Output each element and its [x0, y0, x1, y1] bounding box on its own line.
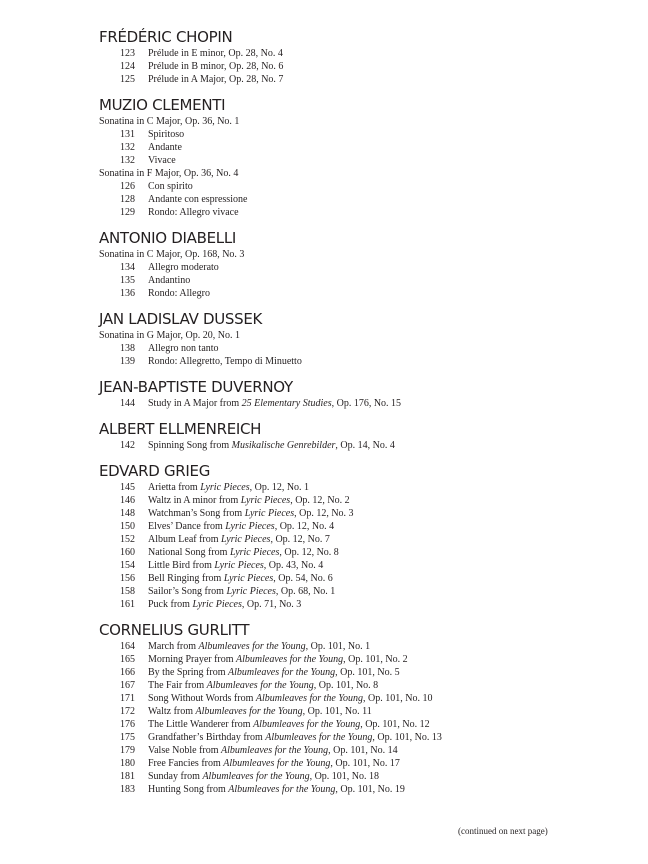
- piece-title: [148, 154, 176, 167]
- page-number: 150: [120, 521, 135, 532]
- list-item: [99, 141, 619, 154]
- collection-title: Albumleaves for the Young: [202, 771, 310, 782]
- title-text: Little Bird from: [148, 560, 215, 571]
- page-number: 165: [120, 654, 135, 665]
- list-item: [99, 783, 619, 796]
- list-item: [99, 73, 619, 86]
- composer-section: [99, 95, 619, 219]
- page-number: 176: [120, 719, 135, 730]
- opus-text: , Op. 68, No. 1: [275, 586, 336, 597]
- title-text: Prélude in B minor, Op. 28, No. 6: [148, 61, 284, 72]
- list-item: [99, 572, 619, 585]
- composer-heading: ANTONIO DIABELLI: [99, 229, 237, 247]
- piece-title: [148, 640, 370, 653]
- title-text: Prélude in E minor, Op. 28, No. 4: [148, 48, 283, 59]
- composer-heading: JEAN-BAPTISTE DUVERNOY: [99, 378, 293, 396]
- piece-title: [148, 206, 239, 219]
- opus-text: , Op. 101, No. 14: [328, 745, 398, 756]
- collection-title: Albumleaves for the Young: [198, 641, 306, 652]
- piece-title: [148, 355, 302, 368]
- page-number: 131: [120, 129, 135, 140]
- list-item: [99, 585, 619, 598]
- opus-text: , Op. 71, No. 3: [241, 599, 302, 610]
- page-number: 171: [120, 693, 135, 704]
- title-text: Andantino: [148, 275, 191, 286]
- page-number: 161: [120, 599, 135, 610]
- list-item: [99, 355, 619, 368]
- title-text: Morning Prayer from: [148, 654, 237, 665]
- opus-text: , Op. 101, No. 18: [309, 771, 380, 782]
- piece-title: [148, 718, 430, 731]
- page-number: 129: [120, 207, 135, 218]
- title-text: Allegro moderato: [148, 262, 219, 273]
- piece-title: [148, 73, 283, 86]
- collection-title: Lyric Pieces: [240, 495, 291, 506]
- collection-title: Albumleaves for the Young: [223, 758, 331, 769]
- piece-title: [148, 692, 432, 705]
- page-number: 154: [120, 560, 135, 571]
- page-number: 148: [120, 508, 135, 519]
- page-number: 139: [120, 356, 135, 367]
- list-item: [99, 705, 619, 718]
- piece-title: [148, 342, 219, 355]
- title-text: Arietta from: [148, 482, 201, 493]
- title-text: Valse Noble from: [148, 745, 222, 756]
- opus-text: , Op. 101, No. 12: [360, 719, 430, 730]
- piece-title: [148, 533, 330, 546]
- page-number: 132: [120, 142, 135, 153]
- piece-title: [148, 731, 442, 744]
- piece-title: [148, 287, 210, 300]
- list-item: [99, 397, 619, 410]
- list-item: [99, 679, 619, 692]
- piece-title: [148, 572, 333, 585]
- page-number: 160: [120, 547, 135, 558]
- composer-section: [99, 620, 619, 796]
- list-item: [99, 559, 619, 572]
- piece-title: [148, 180, 193, 193]
- page-number: 181: [120, 771, 135, 782]
- title-text: By the Spring from: [148, 667, 228, 678]
- composer-section: [99, 377, 619, 410]
- title-text: Sailor’s Song from: [148, 586, 227, 597]
- collection-title: Albumleaves for the Young: [265, 732, 373, 743]
- piece-title: [148, 666, 400, 679]
- continued-note: (continued on next page): [458, 826, 548, 836]
- opus-text: , Op. 101, No. 11: [302, 706, 372, 717]
- opus-text: , Op. 101, No. 19: [335, 784, 405, 795]
- title-text: Rondo: Allegro vivace: [148, 207, 239, 218]
- composer-heading: CORNELIUS GURLITT: [99, 621, 250, 639]
- title-text: Study in A Major from: [148, 398, 242, 409]
- composer-heading: MUZIO CLEMENTI: [99, 96, 226, 114]
- opus-text: , Op. 54, No. 6: [273, 573, 333, 584]
- opus-text: , Op. 12, No. 7: [270, 534, 330, 545]
- collection-title: Albumleaves for the Young: [236, 654, 344, 665]
- piece-title: [148, 598, 301, 611]
- work-subheading: Sonatina in C Major, Op. 168, No. 3: [99, 249, 245, 260]
- opus-text: , Op. 12, No. 2: [290, 495, 350, 506]
- piece-title: [148, 481, 309, 494]
- piece-title: [148, 128, 184, 141]
- collection-title: Lyric Pieces: [229, 547, 280, 558]
- collection-title: Albumleaves for the Young: [228, 667, 336, 678]
- title-text: Elves’ Dance from: [148, 521, 226, 532]
- opus-text: , Op. 101, No. 17: [330, 758, 400, 769]
- collection-title: Albumleaves for the Young: [206, 680, 314, 691]
- piece-title: [148, 705, 372, 718]
- title-text: Andante: [148, 142, 182, 153]
- title-text: Spinning Song from: [148, 440, 232, 451]
- page-number: 142: [120, 440, 135, 451]
- opus-text: , Op. 101, No. 2: [343, 654, 408, 665]
- collection-title: Albumleaves for the Young: [253, 719, 361, 730]
- title-text: Bell Ringing from: [148, 573, 224, 584]
- title-text: Rondo: Allegro: [148, 288, 210, 299]
- list-item: [99, 598, 619, 611]
- page-number: 179: [120, 745, 135, 756]
- list-item: [99, 128, 619, 141]
- page-number: 126: [120, 181, 135, 192]
- page-number: 167: [120, 680, 135, 691]
- list-item: [99, 770, 619, 783]
- title-text: National Song from: [148, 547, 230, 558]
- piece-title: [148, 757, 400, 770]
- page-number: 136: [120, 288, 135, 299]
- title-text: The Little Wanderer from: [148, 719, 254, 730]
- page-number: 134: [120, 262, 135, 273]
- composer-section: [99, 419, 619, 452]
- composer-heading: FRÉDÉRIC CHOPIN: [99, 28, 233, 46]
- title-text: Sunday from: [148, 771, 203, 782]
- composer-section: [99, 27, 619, 86]
- page-number: 145: [120, 482, 135, 493]
- piece-title: [148, 397, 401, 410]
- title-text: Waltz from: [148, 706, 196, 717]
- list-item: [99, 718, 619, 731]
- list-item: [99, 481, 619, 494]
- title-text: Grandfather’s Birthday from: [148, 732, 266, 743]
- list-item: [99, 47, 619, 60]
- page-number: 124: [120, 61, 135, 72]
- collection-title: Albumleaves for the Young: [221, 745, 329, 756]
- list-item: [99, 60, 619, 73]
- list-item: [99, 206, 619, 219]
- piece-title: [148, 585, 335, 598]
- title-text: Puck from: [148, 599, 193, 610]
- page-number: 152: [120, 534, 135, 545]
- list-item: [99, 757, 619, 770]
- list-item: [99, 640, 619, 653]
- collection-title: Lyric Pieces: [226, 586, 276, 597]
- opus-text: , Op. 12, No. 4: [274, 521, 335, 532]
- work-subheading: Sonatina in G Major, Op. 20, No. 1: [99, 330, 240, 341]
- list-item: [99, 653, 619, 666]
- list-item: [99, 520, 619, 533]
- title-text: Con spirito: [148, 181, 193, 192]
- title-text: Prélude in A Major, Op. 28, No. 7: [148, 74, 284, 85]
- page-number: 156: [120, 573, 135, 584]
- opus-text: , Op. 101, No. 10: [363, 693, 433, 704]
- page-number: 158: [120, 586, 135, 597]
- work-subheading: Sonatina in F Major, Op. 36, No. 4: [99, 168, 239, 179]
- collection-title: 25 Elementary Studies: [241, 398, 332, 409]
- list-item: [99, 744, 619, 757]
- piece-title: [148, 494, 350, 507]
- collection-title: Lyric Pieces: [192, 599, 242, 610]
- composer-section: [99, 461, 619, 611]
- work-subheading: Sonatina in C Major, Op. 36, No. 1: [99, 116, 240, 127]
- list-item: [99, 274, 619, 287]
- list-item: [99, 494, 619, 507]
- piece-title: [148, 783, 405, 796]
- piece-title: [148, 679, 378, 692]
- page-number: 144: [120, 398, 135, 409]
- page-number: 183: [120, 784, 135, 795]
- composer-section: [99, 228, 619, 300]
- list-item: [99, 692, 619, 705]
- list-item: [99, 731, 619, 744]
- title-text: Spiritoso: [148, 129, 185, 140]
- collection-title: Lyric Pieces: [244, 508, 295, 519]
- piece-title: [148, 60, 283, 73]
- title-text: Vivace: [148, 155, 176, 166]
- title-text: Andante con espressione: [148, 194, 248, 205]
- composer-heading: ALBERT ELLMENREICH: [99, 420, 262, 438]
- title-text: Album Leaf from: [148, 534, 222, 545]
- piece-title: [148, 744, 398, 757]
- piece-title: [148, 546, 339, 559]
- piece-title: [148, 439, 395, 452]
- list-item: [99, 154, 619, 167]
- piece-title: [148, 261, 219, 274]
- title-text: Allegro non tanto: [148, 343, 219, 354]
- page-number: 138: [120, 343, 135, 354]
- page-number: 125: [120, 74, 135, 85]
- list-item: [99, 261, 619, 274]
- opus-text: , Op. 12, No. 8: [279, 547, 339, 558]
- title-text: March from: [148, 641, 199, 652]
- piece-title: [148, 274, 190, 287]
- title-text: Hunting Song from: [148, 784, 229, 795]
- collection-title: Albumleaves for the Young: [195, 706, 303, 717]
- list-item: [99, 439, 619, 452]
- title-text: Waltz in A minor from: [148, 495, 241, 506]
- piece-title: [148, 559, 323, 572]
- list-item: [99, 666, 619, 679]
- page-number: 166: [120, 667, 135, 678]
- page-number: 180: [120, 758, 135, 769]
- opus-text: , Op. 101, No. 13: [372, 732, 442, 743]
- collection-title: Albumleaves for the Young: [255, 693, 363, 704]
- page-number: 164: [120, 641, 135, 652]
- piece-title: [148, 141, 182, 154]
- collection-title: Albumleaves for the Young: [228, 784, 336, 795]
- piece-title: [148, 770, 379, 783]
- piece-title: [148, 47, 283, 60]
- title-text: Free Fancies from: [148, 758, 224, 769]
- collection-title: Lyric Pieces: [200, 482, 250, 493]
- composer-heading: JAN LADISLAV DUSSEK: [99, 310, 263, 328]
- opus-text: , Op. 12, No. 1: [249, 482, 310, 493]
- piece-title: [148, 653, 408, 666]
- list-item: [99, 287, 619, 300]
- opus-text: , Op. 101, No. 8: [313, 680, 379, 691]
- contents-list: [99, 27, 619, 805]
- title-text: Song Without Words from: [148, 693, 256, 704]
- collection-title: Lyric Pieces: [223, 573, 274, 584]
- collection-title: Lyric Pieces: [214, 560, 264, 571]
- piece-title: [148, 193, 247, 206]
- opus-text: , Op. 12, No. 3: [294, 508, 354, 519]
- list-item: [99, 546, 619, 559]
- title-text: The Fair from: [148, 680, 207, 691]
- collection-title: Musikalische Genrebilder: [231, 440, 336, 451]
- list-item: [99, 342, 619, 355]
- list-item: [99, 180, 619, 193]
- title-text: Rondo: Allegretto, Tempo di Minuetto: [148, 356, 302, 367]
- title-text: Watchman’s Song from: [148, 508, 245, 519]
- list-item: [99, 193, 619, 206]
- page-number: 175: [120, 732, 135, 743]
- page-number: 135: [120, 275, 135, 286]
- page-number: 146: [120, 495, 135, 506]
- opus-text: , Op. 176, No. 15: [331, 398, 402, 409]
- composer-section: [99, 309, 619, 368]
- collection-title: Lyric Pieces: [225, 521, 275, 532]
- piece-title: [148, 520, 334, 533]
- opus-text: , Op. 101, No. 1: [305, 641, 371, 652]
- collection-title: Lyric Pieces: [221, 534, 271, 545]
- page-number: 128: [120, 194, 135, 205]
- page-number: 132: [120, 155, 135, 166]
- composer-heading: EDVARD GRIEG: [99, 462, 211, 480]
- list-item: [99, 507, 619, 520]
- list-item: [99, 533, 619, 546]
- page-number: 172: [120, 706, 135, 717]
- opus-text: , Op. 14, No. 4: [335, 440, 395, 451]
- opus-text: , Op. 43, No. 4: [263, 560, 324, 571]
- piece-title: [148, 507, 354, 520]
- opus-text: , Op. 101, No. 5: [335, 667, 400, 678]
- page-number: 123: [120, 48, 135, 59]
